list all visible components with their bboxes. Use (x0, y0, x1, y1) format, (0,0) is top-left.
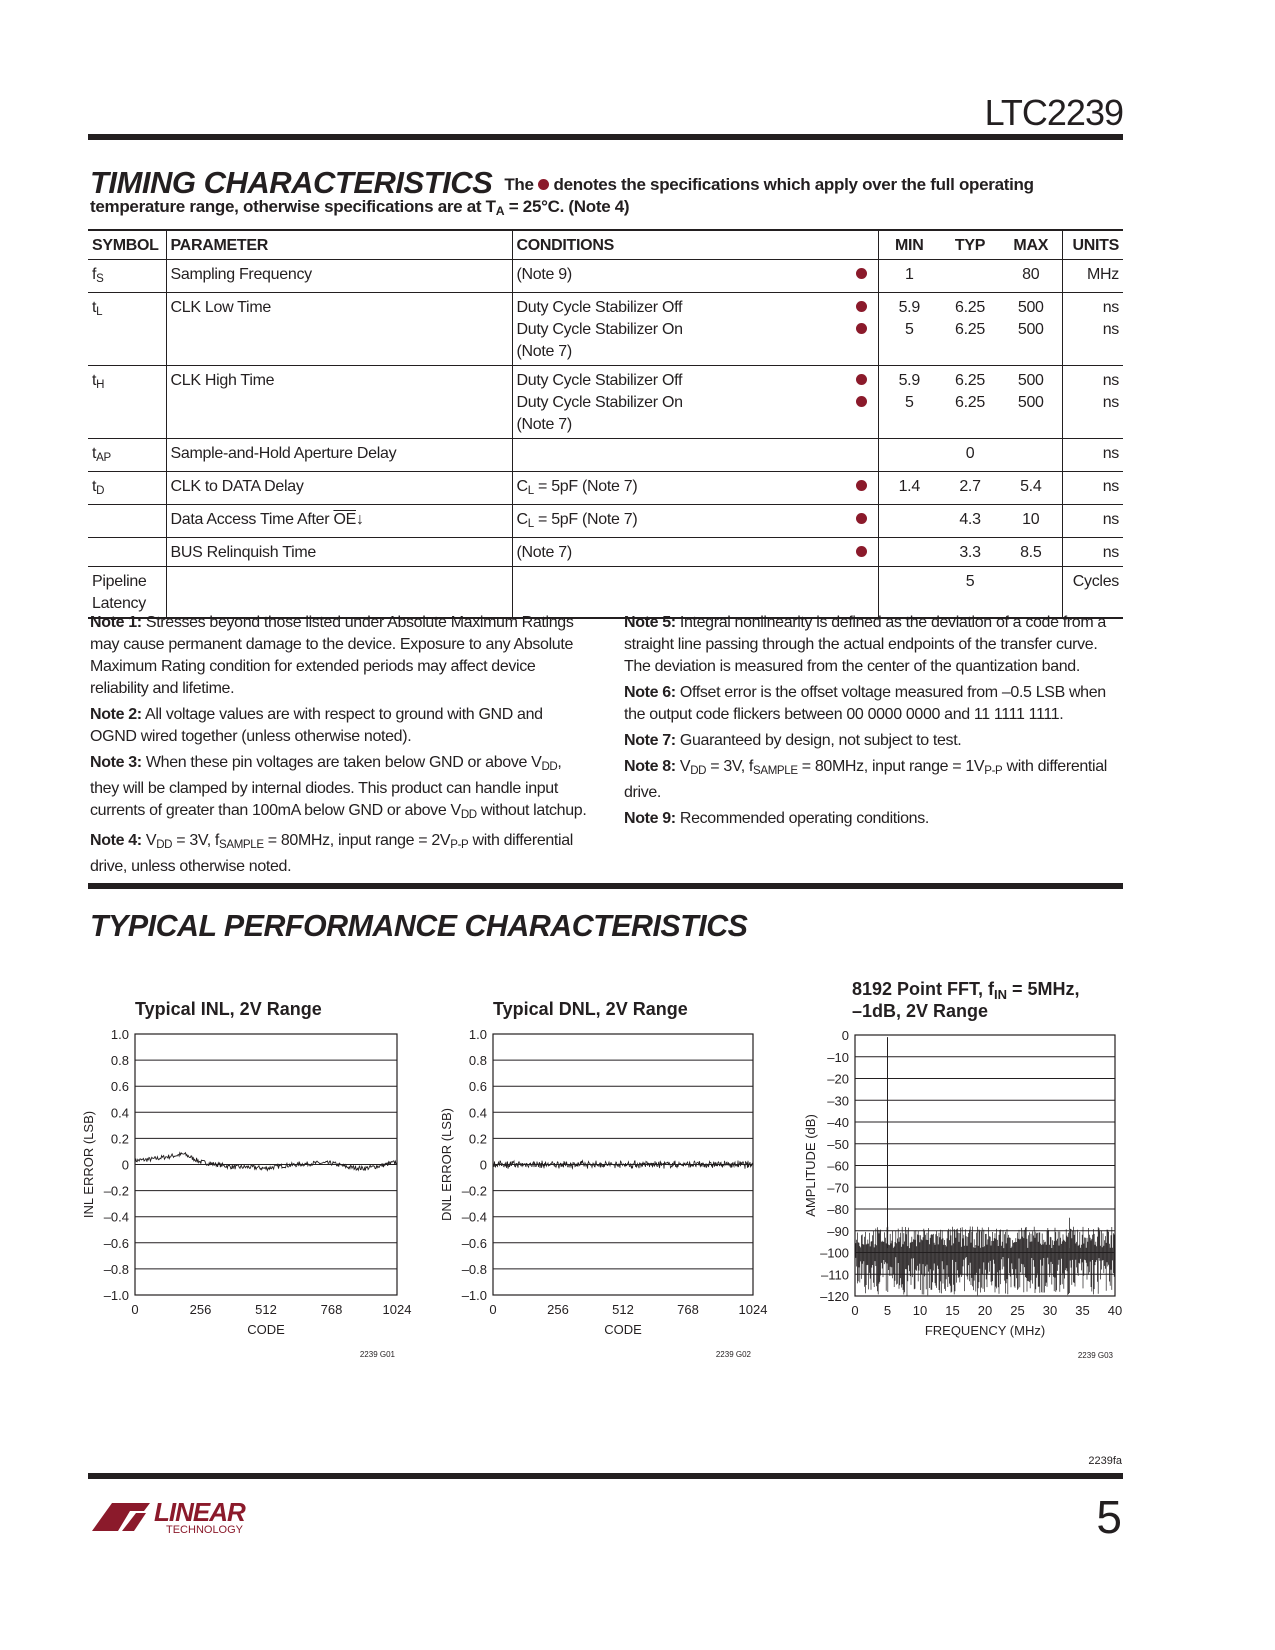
typ-value: 6.25 (955, 320, 985, 338)
x-tick-label: 1024 (738, 1302, 768, 1317)
text-segment: , they will be clamped by internal diodes. This product can handle input currents of greater than 100mA below GND or above V (90, 754, 562, 819)
note-label: Note 3: (90, 754, 142, 771)
subtitle-text: The (504, 175, 534, 194)
text-segment: When these pin voltages are taken below GND or above V (145, 754, 542, 771)
min-value: 5 (904, 320, 914, 338)
text-segment: 8192 Point FFT, f (852, 979, 995, 999)
col-parameter: PARAMETER (166, 230, 512, 260)
y-tick-label: –0.4 (461, 1209, 487, 1225)
text-segment: = 5pF (Note 7) (533, 477, 638, 495)
note-label: Note 2: (90, 706, 142, 723)
y-tick-label: 0.8 (468, 1053, 487, 1069)
subscript-text: P-P (984, 764, 1003, 777)
text-segment: Duty Cycle Stabilizer On (516, 393, 683, 411)
note-label: Note 7: (624, 732, 676, 749)
section-title: TYPICAL PERFORMANCE CHARACTERISTICS (90, 908, 748, 943)
parameter-text: CLK High Time (170, 371, 275, 389)
x-tick-label: 256 (189, 1302, 212, 1317)
col-max: MAX (1000, 230, 1062, 260)
y-tick-label: 0.4 (468, 1105, 487, 1121)
min-value: 5.9 (898, 298, 920, 316)
parameter-text: BUS Relinquish Time (170, 543, 316, 561)
units-value: ns (1102, 543, 1119, 561)
subscript-text: A (495, 204, 505, 219)
col-min: MIN (878, 230, 940, 260)
text-segment: = 5pF (Note 7) (533, 510, 638, 528)
parameter-text: CLK Low Time (170, 298, 271, 316)
x-tick-label: 25 (1010, 1303, 1025, 1318)
max-value: 80 (1022, 266, 1040, 283)
part-number: LTC2239 (984, 92, 1123, 133)
y-tick-label: 0.8 (110, 1053, 129, 1069)
parameter-text: CLK to DATA Delay (170, 477, 304, 495)
x-axis-label: CODE (604, 1322, 642, 1337)
y-tick-label: 0.6 (110, 1079, 129, 1095)
note-label: Note 9: (624, 809, 676, 827)
chart-title: Typical INL, 2V Range (135, 999, 322, 1019)
subscript-text: L (527, 517, 534, 530)
parameter-text: Sampling Frequency (170, 266, 312, 283)
y-tick-label: –0.8 (461, 1261, 487, 1277)
y-tick-label: –0.6 (461, 1235, 487, 1251)
subscript-text: L (527, 484, 534, 497)
text-segment: = 80MHz, input range = 1V (797, 758, 985, 775)
text-segment: with differential drive. (624, 758, 1107, 801)
text-segment: (Note 7) (516, 415, 572, 433)
y-tick-label: –70 (827, 1180, 849, 1196)
text-segment: (Note 9) (516, 266, 572, 283)
note-label: Note 8: (624, 758, 676, 775)
units-value: Cycles (1072, 572, 1119, 590)
y-tick-label: –120 (820, 1289, 849, 1304)
units-value: ns (1102, 444, 1119, 462)
x-tick-label: 1024 (382, 1302, 412, 1317)
text-segment: = 25°C. (Note 4) (504, 197, 630, 216)
note-label: Note 1: (90, 614, 142, 631)
text-segment: Duty Cycle Stabilizer On (516, 320, 683, 338)
y-axis-label: INL ERROR (LSB) (81, 1110, 96, 1219)
dnl-trace (493, 1161, 753, 1169)
col-typ: TYP (940, 230, 1000, 260)
subscript-text: DD (541, 760, 558, 773)
y-tick-label: –0.8 (103, 1261, 129, 1277)
text-segment: V (679, 758, 691, 775)
parameter-text: Data Access Time After $\overline{OE}↓$ (170, 510, 364, 528)
y-tick-label: –80 (827, 1202, 849, 1217)
y-tick-label: 1.0 (110, 1027, 129, 1042)
figure-code: 2239 G02 (715, 1350, 751, 1359)
y-tick-label: 1.0 (468, 1027, 487, 1042)
typ-value: 6.25 (955, 371, 985, 389)
y-tick-label: 0.2 (468, 1131, 487, 1147)
typ-value: 6.25 (955, 298, 985, 316)
y-tick-label: –1.0 (461, 1288, 487, 1303)
y-tick-label: 0.6 (468, 1079, 487, 1095)
figure-code: 2239 G03 (1077, 1351, 1113, 1360)
max-value: 8.5 (1020, 543, 1042, 561)
y-tick-label: –0.4 (103, 1209, 129, 1225)
text-segment: (Note 7) (516, 342, 572, 360)
max-value: 10 (1022, 510, 1040, 528)
units-value: ns (1102, 320, 1119, 338)
max-value: 500 (1017, 320, 1044, 338)
x-tick-label: 15 (945, 1303, 960, 1318)
text-segment: Offset error is the offset voltage measured from –0.5 LSB when the output code flickers between 00 0000 0000 and 11 1111 1111. (624, 684, 1106, 723)
y-tick-label: –90 (827, 1223, 849, 1239)
text-segment: = 5MHz, (1007, 979, 1080, 999)
min-value: 5 (904, 393, 914, 411)
chart-title (852, 1001, 988, 1021)
inl-trace (135, 1153, 397, 1171)
text-segment: t (92, 298, 97, 316)
subscript-text: H (96, 378, 105, 391)
y-tick-label: –60 (827, 1158, 849, 1174)
chart-title: Typical DNL, 2V Range (493, 999, 688, 1019)
x-tick-label: 5 (883, 1303, 892, 1318)
text-segment: t (92, 477, 97, 495)
x-tick-label: 0 (131, 1302, 139, 1317)
y-tick-label: –110 (821, 1267, 849, 1283)
col-symbol: SYMBOL (88, 230, 166, 260)
text-segment: All voltage values are with respect to ground with GND and OGND wired together (unless otherwise noted). (90, 706, 543, 745)
y-tick-label: 0 (121, 1157, 129, 1173)
y-tick-label: –10 (827, 1049, 849, 1065)
x-tick-label: 768 (677, 1302, 699, 1317)
x-tick-label: 512 (612, 1302, 634, 1317)
y-tick-label: 0 (841, 1028, 849, 1043)
subscript-text: AP (96, 451, 111, 464)
y-tick-label: –20 (827, 1071, 849, 1087)
subscript-text: DD (156, 838, 173, 851)
text-segment: Recommended operating conditions. (679, 809, 929, 827)
subscript-text: DD (690, 764, 707, 777)
fft-noise-floor (855, 1227, 1114, 1296)
text-segment: Integral nonlinearity is defined as the deviation of a code from a straight line passing through the actual endpoints of the transfer curve. The deviation is measured from the center of the quantization band. (624, 614, 1106, 675)
text-segment: without latchup. (476, 801, 587, 819)
subscript-text: SAMPLE (753, 764, 798, 777)
x-tick-label: 40 (1107, 1303, 1123, 1318)
x-axis-label: FREQUENCY (MHz) (924, 1323, 1046, 1338)
x-tick-label: 768 (320, 1302, 343, 1317)
note-label: Note 6: (624, 684, 676, 701)
text-segment: Guaranteed by design, not subject to test. (679, 732, 962, 749)
note-label: Note 4: (90, 831, 142, 849)
text-segment: with differential drive, unless otherwise noted. (90, 831, 573, 875)
svg-text:LINEAR: LINEAR (154, 1497, 245, 1527)
text-segment: Stresses beyond those listed under Absolute Maximum Ratings may cause permanent damage to the device. Exposure to any Absolute Maximum Rating condition for extended periods may affect device reliability and lifetime. (90, 614, 574, 697)
x-tick-label: 0 (489, 1302, 497, 1317)
x-axis-label: CODE (247, 1322, 285, 1337)
text-segment: Pipeline Latency (92, 572, 147, 612)
min-value: 1.4 (898, 477, 920, 495)
subscript-text: P-P (450, 838, 469, 851)
y-tick-label: –0.2 (103, 1183, 129, 1199)
subscript-text: S (96, 272, 104, 285)
linear-technology-logo (90, 1497, 260, 1542)
x-tick-label: 256 (547, 1302, 569, 1317)
y-tick-label: –40 (827, 1115, 849, 1130)
section-title: TIMING CHARACTERISTICS (90, 165, 493, 200)
subscript-text: L (96, 305, 103, 318)
text-segment: Duty Cycle Stabilizer Off (516, 371, 683, 389)
max-value: 500 (1017, 298, 1044, 316)
text-segment: = 3V, f (172, 831, 220, 849)
max-value: 500 (1017, 371, 1044, 389)
parameter-text: Sample-and-Hold Aperture Delay (170, 444, 397, 462)
y-tick-label: 0.2 (110, 1131, 129, 1147)
text-segment: = 80MHz, input range = 2V (263, 831, 451, 849)
subscript-text: SAMPLE (219, 838, 264, 851)
x-tick-label: 30 (1042, 1303, 1058, 1318)
subscript-text: D (96, 484, 105, 497)
typ-value: 2.7 (959, 477, 981, 495)
figure-code: 2239 G01 (359, 1350, 395, 1359)
col-conditions: CONDITIONS (512, 230, 845, 260)
text-segment: denotes the specifications which apply over the full operating temperature range, otherwise specifications are at T (90, 175, 1034, 216)
typ-value: 3.3 (959, 543, 981, 561)
y-tick-label: –1.0 (103, 1288, 129, 1303)
units-value: MHz (1087, 266, 1119, 283)
y-tick-label: –50 (827, 1136, 849, 1152)
min-value: 5.9 (898, 371, 920, 389)
typ-value: 6.25 (955, 393, 985, 411)
y-tick-label: –0.6 (103, 1235, 129, 1251)
y-tick-label: –30 (827, 1093, 849, 1109)
svg-text:TECHNOLOGY: TECHNOLOGY (166, 1524, 244, 1536)
text-segment: t (92, 444, 97, 462)
x-tick-label: 35 (1075, 1303, 1090, 1318)
text-segment: f (92, 266, 97, 283)
text-segment: Duty Cycle Stabilizer Off (516, 298, 683, 316)
x-tick-label: 20 (977, 1303, 993, 1318)
typ-value: 5 (965, 572, 975, 590)
max-value: 500 (1017, 393, 1044, 411)
doc-code: 2239fa (1088, 1455, 1122, 1467)
units-value: ns (1102, 393, 1119, 411)
subscript-text: DD (460, 808, 477, 821)
text-segment: = 3V, f (706, 758, 754, 775)
units-value: ns (1102, 298, 1119, 316)
y-tick-label: –0.2 (461, 1183, 487, 1199)
max-value: 5.4 (1020, 477, 1042, 495)
units-value: ns (1102, 371, 1119, 389)
text-segment: –1dB, 2V Range (852, 1001, 989, 1021)
x-tick-label: 10 (912, 1303, 928, 1318)
footer-rule (88, 1473, 1123, 1479)
units-value: ns (1102, 510, 1119, 528)
page-number: 5 (1096, 1491, 1122, 1543)
x-tick-label: 0 (851, 1303, 859, 1318)
units-value: ns (1102, 477, 1119, 495)
typ-value: 0 (965, 444, 975, 462)
y-tick-label: 0 (479, 1157, 487, 1173)
text-segment: C (516, 477, 528, 495)
subscript-text: IN (994, 987, 1008, 1002)
y-axis-label: AMPLITUDE (dB) (803, 1114, 818, 1217)
text-segment: t (92, 371, 97, 389)
note-label: Note 5: (624, 614, 676, 631)
y-axis-label: DNL ERROR (LSB) (439, 1108, 454, 1221)
text-segment: C (516, 510, 528, 528)
typ-value: 4.3 (959, 510, 981, 528)
y-tick-label: 0.4 (110, 1105, 129, 1121)
y-tick-label: –100 (820, 1245, 849, 1261)
text-segment: V (145, 831, 157, 849)
chart-title (852, 979, 1080, 1002)
x-tick-label: 512 (255, 1302, 277, 1317)
min-value: 1 (904, 266, 914, 283)
col-units: UNITS (1062, 230, 1123, 260)
text-segment: (Note 7) (516, 543, 572, 561)
